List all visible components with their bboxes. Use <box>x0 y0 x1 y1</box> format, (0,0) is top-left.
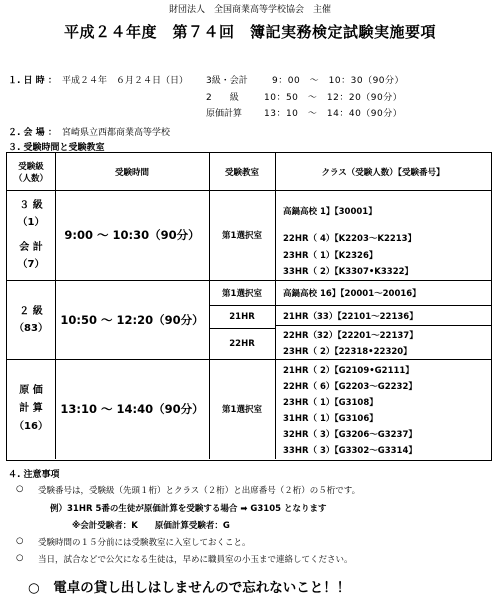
grade2-cell <box>7 280 55 359</box>
grade2-count: （83） <box>14 322 48 334</box>
note-bullet-3: ○ <box>16 553 24 563</box>
cost-count: （16） <box>14 421 48 432</box>
grade3-class-row: 高鍋高校 1】【30001】 <box>283 207 377 217</box>
grade3-room: 第1選択室 <box>222 231 262 241</box>
grade2-time: 10:50 ～ 12:20（90分） <box>60 312 204 327</box>
cost-label-2: 計 算 <box>19 403 43 414</box>
cost-class-row: 21HR（ 2）【G2109•G2111】 <box>283 366 414 376</box>
grade3-label: ３ 級 <box>19 200 43 211</box>
section1-label: １. 日 時 ： <box>8 76 57 86</box>
grade3-time: 9:00 ～ 10:30（90分） <box>64 228 200 242</box>
note-absence: 当日，試合などで公欠になる生徒は，早めに職員室の小玉まで連絡してください。 <box>38 555 353 565</box>
note-example: 例）31HR 5番の生徒が原価計算を受験する場合 ➡ G3105 となります <box>50 504 327 514</box>
header-grade-line2: （人数） <box>13 173 48 184</box>
grade3-accounting-cell <box>7 190 55 280</box>
calculator-warning: ○ 電卓の貸し出しはしませんので忘れないこと！！ <box>28 580 351 596</box>
grade2-room-1: 第1選択室 <box>222 288 262 299</box>
page-title: 平成２４年度 第７４回 簿記実務検定試験実施要項 <box>63 23 436 41</box>
grade3-class-row: 33HR（ 2）【K3307•K3322】 <box>283 267 414 277</box>
schedule-grade-2: 2 級 <box>206 93 239 103</box>
accounting-count: （7） <box>17 259 45 270</box>
schedule-grade-1: 3級・会計 <box>206 76 248 86</box>
accounting-label: 会 計 <box>19 242 43 253</box>
header-classes: クラス（受験人数）【受験番号】 <box>321 167 445 178</box>
grade2-room-3: 22HR <box>229 338 255 349</box>
header-time: 受験時間 <box>114 167 149 178</box>
schedule-time-1: 9：00 ～ 10：30（90分） <box>272 76 405 86</box>
section2-label: ２. 会 場 ： <box>8 128 57 138</box>
section3-label: ３. 受験時間と受験教室 <box>8 143 105 153</box>
cost-room: 第1選択室 <box>222 405 262 415</box>
header-grade-line1: 受験級 <box>18 161 44 172</box>
cost-class-row: 33HR（ 3）【G3302～G3314】 <box>283 446 417 456</box>
header-room: 受験教室 <box>224 167 259 178</box>
schedule-table <box>6 152 492 461</box>
organizer-line: 財団法人 全国商業高等学校協会 主催 <box>168 5 331 15</box>
cost-class-row: 22HR（ 6）【G2203～G2232】 <box>283 382 417 392</box>
grade2-label: ２ 級 <box>19 305 43 317</box>
cost-class-row: 31HR（ 1）【G3106】 <box>283 414 378 424</box>
grade2-class-row: 22HR（32）【22201～22137】 <box>283 331 418 341</box>
exam-date: 平成２４年 ６月２４日（日） <box>62 76 189 86</box>
section4-label: ４. 注意事項 <box>8 470 60 480</box>
grade3-count: （1） <box>17 217 45 228</box>
cost-class-row: 23HR（ 1）【G3108】 <box>283 398 378 408</box>
venue: 宮崎県立西都商業高等学校 <box>62 128 171 138</box>
grade2-class-row: 21HR（33）【22101～22136】 <box>283 312 418 322</box>
grade3-class-row: 22HR（ 4）【K2203～K2213】 <box>283 234 417 244</box>
cost-label-1: 原 価 <box>19 385 43 396</box>
note-bullet-2: ○ <box>16 536 24 546</box>
note-bullet-1: ○ <box>16 484 24 494</box>
schedule-time-3: 13：10 ～ 14：40（90分） <box>264 109 403 119</box>
cost-class-row: 32HR（ 3）【G3206～G3237】 <box>283 430 417 440</box>
note-example-2: ※会計受験者：K 原価計算受験者：G <box>72 521 230 531</box>
note-arrival: 受験時間の１５分前には受験教室に入室しておくこと。 <box>38 538 251 548</box>
cost-time: 13:10 ～ 14:40（90分） <box>60 402 204 416</box>
grade3-class-row: 23HR（ 1）【K2326】 <box>283 251 378 261</box>
note-exam-number: 受験番号は，受験級（先頭１桁）とクラス（２桁）と出席番号（２桁）の５桁です。 <box>38 486 361 496</box>
grade2-class-row: 高鍋高校 16】【20001～20016】 <box>283 289 421 299</box>
grade2-room-2: 21HR <box>229 311 255 322</box>
cost-accounting-cell <box>7 359 55 459</box>
grade2-class-row: 23HR（ 2）【22318•22320】 <box>283 347 412 357</box>
header-grade <box>7 153 55 190</box>
schedule-time-2: 10：50 ～ 12：20（90分） <box>264 93 403 103</box>
schedule-grade-3: 原価計算 <box>206 109 243 119</box>
